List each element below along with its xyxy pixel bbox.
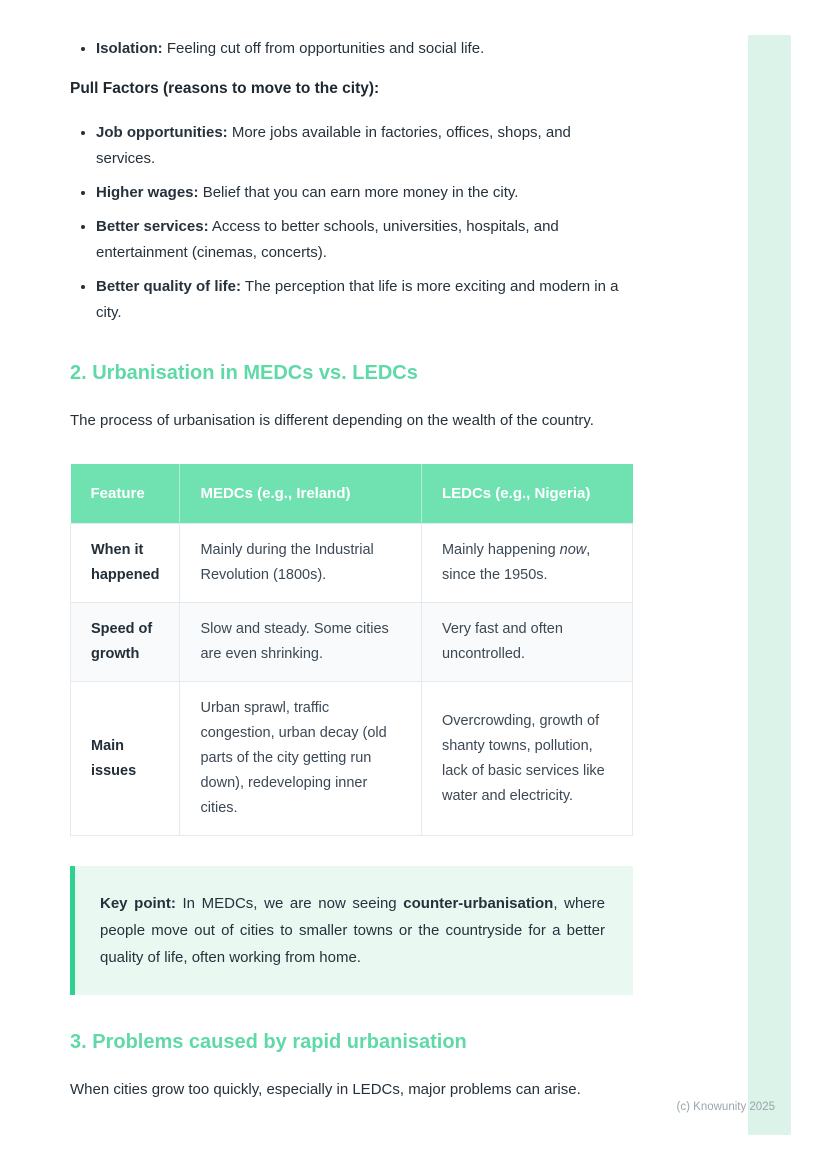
footer-copyright: (c) Knowunity 2025 <box>676 1101 775 1113</box>
key-point-segment: , where people move out of cities to smaller towns or the countryside for a better quality of life, often working from home. <box>100 895 605 966</box>
section-3-heading: 3. Problems caused by rapid urbanisation <box>70 1031 467 1053</box>
section-2-intro: The process of urbanisation is different depending on the wealth of the country. <box>70 412 594 429</box>
list-item <box>96 214 633 266</box>
table-row <box>71 524 633 603</box>
section-3-intro: When cities grow too quickly, especially in LEDCs, major problems can arise. <box>70 1081 581 1098</box>
table-cell-feature: Main issues <box>71 682 180 836</box>
table-header-medc: MEDCs (e.g., Ireland) <box>180 464 422 524</box>
isolation-bullet-list <box>70 36 633 62</box>
document-content <box>70 36 633 1133</box>
bullet-label: Job opportunities: <box>96 124 228 141</box>
table-cell-medc: Slow and steady. Some cities are even shrinking. <box>180 603 422 682</box>
section-2-heading: 2. Urbanisation in MEDCs vs. LEDCs <box>70 362 418 384</box>
bullet-text: Access to better schools, universities, hospitals, and entertainment (cinemas, concerts). <box>96 218 559 261</box>
table-header-ledc: LEDCs (e.g., Nigeria) <box>421 464 632 524</box>
bullet-label: Better quality of life: <box>96 278 242 295</box>
list-item <box>96 180 633 206</box>
table-row <box>71 682 633 836</box>
bullet-text: Feeling cut off from opportunities and social life. <box>166 40 485 57</box>
key-point-callout <box>70 866 633 995</box>
bullet-label: Isolation: <box>96 40 163 57</box>
table-row <box>71 603 633 682</box>
table-cell-ledc: Overcrowding, growth of shanty towns, pollution, lack of basic services like water and electricity. <box>421 682 632 836</box>
cell-text: Mainly happening <box>441 542 556 558</box>
key-point-segment: In MEDCs, we are now seeing <box>182 895 397 912</box>
key-point-label: Key point: <box>100 895 176 912</box>
table-cell-feature: Speed of growth <box>71 603 180 682</box>
table-header-row <box>71 464 633 524</box>
bullet-label: Better services: <box>96 218 209 235</box>
table-cell-medc: Mainly during the Industrial Revolution (1800s). <box>180 524 422 603</box>
bullet-text: The perception that life is more exciting and modern in a city. <box>96 278 619 321</box>
table-header-feature: Feature <box>71 464 180 524</box>
table-cell-feature: When it happened <box>71 524 180 603</box>
key-point-bold-term: counter-urbanisation <box>403 895 554 912</box>
page-side-accent-bar <box>748 35 791 1135</box>
list-item <box>96 120 633 172</box>
bullet-text: Belief that you can earn more money in the city. <box>202 184 519 201</box>
cell-text-italic: now <box>559 542 587 558</box>
table-cell-medc: Urban sprawl, traffic congestion, urban decay (old parts of the city getting run down), redeveloping inner cities. <box>180 682 422 836</box>
bullet-label: Higher wages: <box>96 184 199 201</box>
medc-ledc-comparison-table <box>70 464 633 836</box>
pull-factors-list <box>70 120 633 326</box>
table-cell-ledc <box>421 524 632 603</box>
table-cell-ledc: Very fast and often uncontrolled. <box>421 603 632 682</box>
key-point-text <box>100 890 605 971</box>
list-item <box>96 274 633 326</box>
cell-text: , since the 1950s. <box>441 542 591 583</box>
list-item <box>96 36 633 62</box>
pull-factors-heading: Pull Factors (reasons to move to the city): <box>70 80 380 97</box>
bullet-text: More jobs available in factories, offices, shops, and services. <box>96 124 571 167</box>
